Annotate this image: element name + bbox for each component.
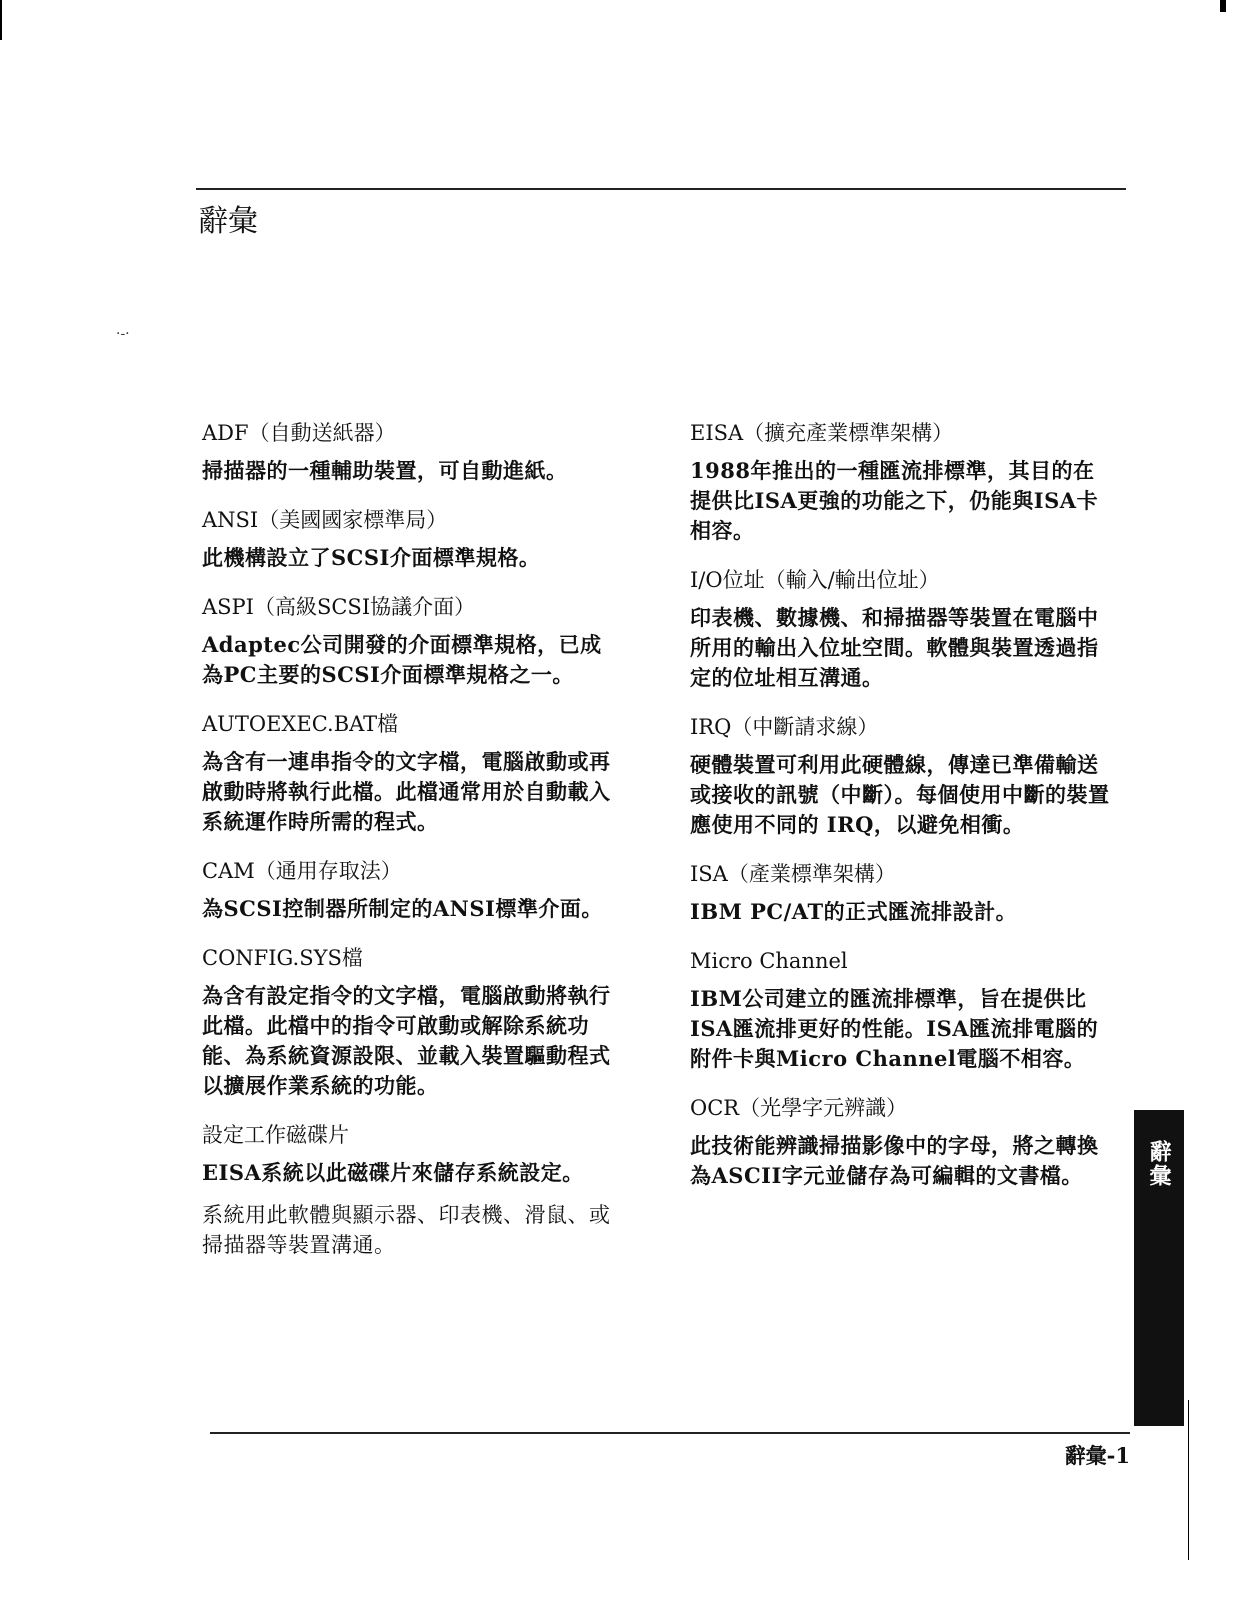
glossary-definition: 此技術能辨識掃描影像中的字母，將之轉換為ASCII字元並儲存為可編輯的文書檔。 xyxy=(690,1133,1099,1188)
glossary-definition: IBM PC/AT的正式匯流排設計。 xyxy=(690,899,1018,924)
glossary-term: 設定工作磁碟片 xyxy=(202,1123,349,1147)
page-edge-mark xyxy=(0,0,2,40)
glossary-definition: 為含有一連串指令的文字檔，電腦啟動或再啟動時將執行此檔。此檔通常用於自動載入系統運作時所需的程式。 xyxy=(202,749,611,834)
glossary-entry-adf xyxy=(202,418,622,486)
glossary-entry-config xyxy=(202,943,622,1101)
glossary-term: I/O位址（輸入/輸出位址） xyxy=(690,568,940,592)
glossary-entry-irq xyxy=(690,712,1115,840)
glossary-definition: 系統用此軟體與顯示器、印表機、滑鼠、或掃描器等裝置溝通。 xyxy=(202,1203,611,1257)
glossary-entry-aspi xyxy=(202,592,622,690)
page-edge-mark xyxy=(1220,0,1226,12)
glossary-definition: 1988年推出的一種匯流排標準，其目的在提供比ISA更強的功能之下，仍能與ISA卡相容。 xyxy=(690,458,1099,543)
glossary-term: ANSI（美國國家標準局） xyxy=(202,508,448,532)
page-number: 辭彙-1 xyxy=(1064,1443,1130,1468)
glossary-definition: IBM公司建立的匯流排標準，旨在提供比ISA匯流排更好的性能。ISA匯流排電腦的附件卡與Micro Channel電腦不相容。 xyxy=(690,986,1099,1071)
left-column xyxy=(202,418,622,1279)
right-column xyxy=(690,418,1115,1210)
glossary-term: Micro Channel xyxy=(690,949,848,973)
glossary-definition: 印表機、數據機、和掃描器等裝置在電腦中所用的輸出入位址空間。軟體與裝置透過指定的位址相互溝通。 xyxy=(690,605,1099,690)
glossary-entry-setup-disk xyxy=(202,1120,622,1260)
glossary-entry-eisa xyxy=(690,418,1115,546)
glossary-entry-ansi xyxy=(202,505,622,573)
glossary-definition: 掃描器的一種輔助裝置，可自動進紙。 xyxy=(202,458,568,483)
bottom-rule xyxy=(210,1432,1130,1434)
glossary-term: CAM（通用存取法） xyxy=(202,859,402,883)
glossary-term: AUTOEXEC.BAT檔 xyxy=(202,712,399,736)
glossary-term: EISA（擴充產業標準架構） xyxy=(690,421,954,445)
glossary-term: ISA（產業標準架構） xyxy=(690,862,896,886)
glossary-definition: 為含有設定指令的文字檔，電腦啟動將執行此檔。此檔中的指令可啟動或解除系統功能、為系統資源設限、並載入裝置驅動程式以擴展作業系統的功能。 xyxy=(202,983,611,1098)
glossary-term: CONFIG.SYS檔 xyxy=(202,946,363,970)
glossary-entry-cam xyxy=(202,856,622,924)
scan-artifact: ·-· xyxy=(116,326,130,342)
glossary-entry-isa xyxy=(690,859,1115,927)
page-title: 辭彙 xyxy=(198,204,258,239)
section-thumb-tab-label: 辭彙 xyxy=(1146,1140,1172,1188)
glossary-term: ASPI（高級SCSI協議介面） xyxy=(202,595,476,619)
glossary-entry-autoexec xyxy=(202,709,622,837)
glossary-entry-ocr xyxy=(690,1093,1115,1191)
glossary-definition: Adaptec公司開發的介面標準規格，已成為PC主要的SCSI介面標準規格之一。 xyxy=(202,632,602,687)
glossary-term: IRQ（中斷請求線） xyxy=(690,715,879,739)
glossary-term: OCR（光學字元辨識） xyxy=(690,1096,908,1120)
glossary-entry-io-address xyxy=(690,565,1115,693)
page-edge-mark xyxy=(1188,1400,1189,1560)
top-rule xyxy=(196,188,1126,190)
glossary-term: ADF（自動送紙器） xyxy=(202,421,396,445)
glossary-definition: EISA系統以此磁碟片來儲存系統設定。 xyxy=(202,1160,584,1185)
glossary-entry-micro-channel xyxy=(690,946,1115,1074)
section-thumb-tab xyxy=(1134,1110,1184,1426)
glossary-definition: 硬體裝置可利用此硬體線，傳達已準備輸送或接收的訊號（中斷）。每個使用中斷的裝置應使用不同的 IRQ，以避免相衝。 xyxy=(690,752,1110,837)
glossary-definition: 此機構設立了SCSI介面標準規格。 xyxy=(202,545,541,570)
glossary-definition: 為SCSI控制器所制定的ANSI標準介面。 xyxy=(202,896,603,921)
